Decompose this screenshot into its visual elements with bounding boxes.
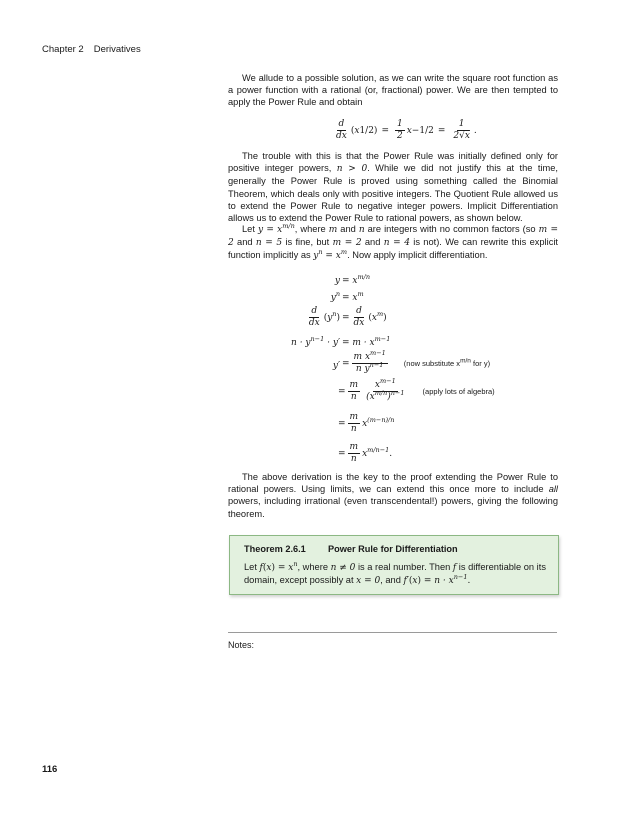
paragraph-1 bbox=[228, 72, 558, 109]
derivation-lhs bbox=[240, 276, 340, 476]
paragraph-2-text-b: . While we did not justify this at the time, generally the Power Rule is proved using something called the Binomial Theorem, which deals only with positive integers. The Quotient Rule allowed us to extend the Power Rule to negative integer powers. Implicit Differentiation allows us to extend the Power Rule to rational powers, as shown below. bbox=[228, 163, 558, 224]
rhs-substituted: = $\frac{m}{n}$ $\frac{x^{m-1}}{(x^{m/n})^{n-1}}$ (apply lots of algebra) bbox=[338, 377, 495, 402]
lhs-ddx-y-n: $\frac{d}{dx}$ ( $y^n$ ) bbox=[308, 306, 340, 328]
equation-sqrt-derivative: $\frac{d}{dx}$ ( x 1/2 ) = $\frac{1}{2}$ x −1/2 = $\frac{1}{2√x}$ . bbox=[336, 119, 477, 141]
theorem-body: Let $f(x) = x^n$, where n ≠ 0 is a real number. Then f is differentiable on its domain, except possibly at x = 0, and $f'(x) = n \cdot x^{n-1}$. bbox=[244, 560, 546, 587]
theorem-title: Power Rule for Differentiation bbox=[328, 544, 458, 554]
one-half-fraction: $\frac{1}{2}$ bbox=[396, 119, 403, 141]
running-header bbox=[42, 44, 141, 55]
y-equals-x-m-over-n: $y = x^{m/n}$ bbox=[257, 222, 295, 235]
paragraph-3: Let $y = x^{m/n}$, where m and n are integers with no common factors (so m = 2 and n = 5 is fine, but m = 2 and n = 4 is not). We can rewrite this explicit function implicitly as $y^n = x^m$. Now apply implicit differentiation. bbox=[228, 222, 558, 262]
rhs-solve-y-prime: = $\frac{m x^{m-1}}{n y^{n-1}}$ (now substitute $x^{m/n}$ for y) bbox=[342, 349, 491, 374]
lhs-chain-rule: $n \cdot y^{n-1} \cdot y'$ bbox=[291, 335, 340, 348]
note-substitute: (now substitute $x^{m/n}$ for y) bbox=[403, 357, 491, 368]
page-number: 116 bbox=[42, 764, 58, 775]
notes-label: Notes: bbox=[228, 640, 255, 650]
paragraph-4 bbox=[228, 471, 558, 520]
paragraph-4-text-a: The above derivation is the key to the proof extending the Power Rule to rational powers. Using limits, we can extend this once more to include bbox=[228, 472, 558, 495]
d-dx-operator: $\frac{d}{dx}$ bbox=[336, 119, 347, 141]
theorem-label: Theorem 2.6.1 bbox=[244, 544, 306, 554]
chapter-title: Derivatives bbox=[93, 44, 141, 55]
one-over-two-root-x: $\frac{1}{2√x}$ bbox=[453, 119, 470, 141]
rhs-m-x-m-1: = $m \cdot x^{m-1}$ bbox=[342, 335, 391, 348]
theorem-box bbox=[229, 535, 559, 595]
rhs-simplified-2: = $\frac{m}{n}$ $x^{m/n-1}$ . bbox=[338, 442, 393, 464]
note-algebra: (apply lots of algebra) bbox=[422, 387, 495, 396]
rhs-simplified-1: = $\frac{m}{n}$ $x^{(m-n)/n}$ bbox=[338, 412, 395, 434]
paragraph-2-text-a: The trouble with this is that the Power Rule was initially defined only for positive integer powers, bbox=[228, 151, 558, 174]
derivation-rhs bbox=[338, 273, 562, 476]
emphasis-all: all bbox=[548, 484, 558, 495]
chapter-label: Chapter 2 bbox=[42, 44, 84, 55]
notes-divider bbox=[228, 632, 557, 633]
paragraph-4-text-b: powers, including irrational (even transcendental!) powers, giving the following theorem. bbox=[228, 496, 558, 519]
rhs-ddx-x-m: = $\frac{d}{dx}$ ( $x^m$ ) bbox=[342, 306, 387, 328]
rhs-x-m-over-n: = $x^{m/n}$ bbox=[342, 273, 371, 286]
n-positive-math: n > 0 bbox=[336, 164, 368, 175]
rhs-x-m: = $x^m$ bbox=[342, 290, 364, 303]
paragraph-1-text: We allude to a possible solution, as we can write the square root function as a power function with a rational (or, fractional) power. We are then tempted to apply the Power Rule and obtain bbox=[228, 73, 558, 108]
lhs-y-prime: y′ bbox=[332, 361, 340, 371]
y-n-equals-x-m: $y^n = x^m$ bbox=[313, 248, 348, 262]
lhs-y-n: $y^n$ bbox=[330, 290, 340, 303]
lhs-y: y bbox=[334, 276, 340, 286]
paragraph-2 bbox=[228, 150, 558, 224]
